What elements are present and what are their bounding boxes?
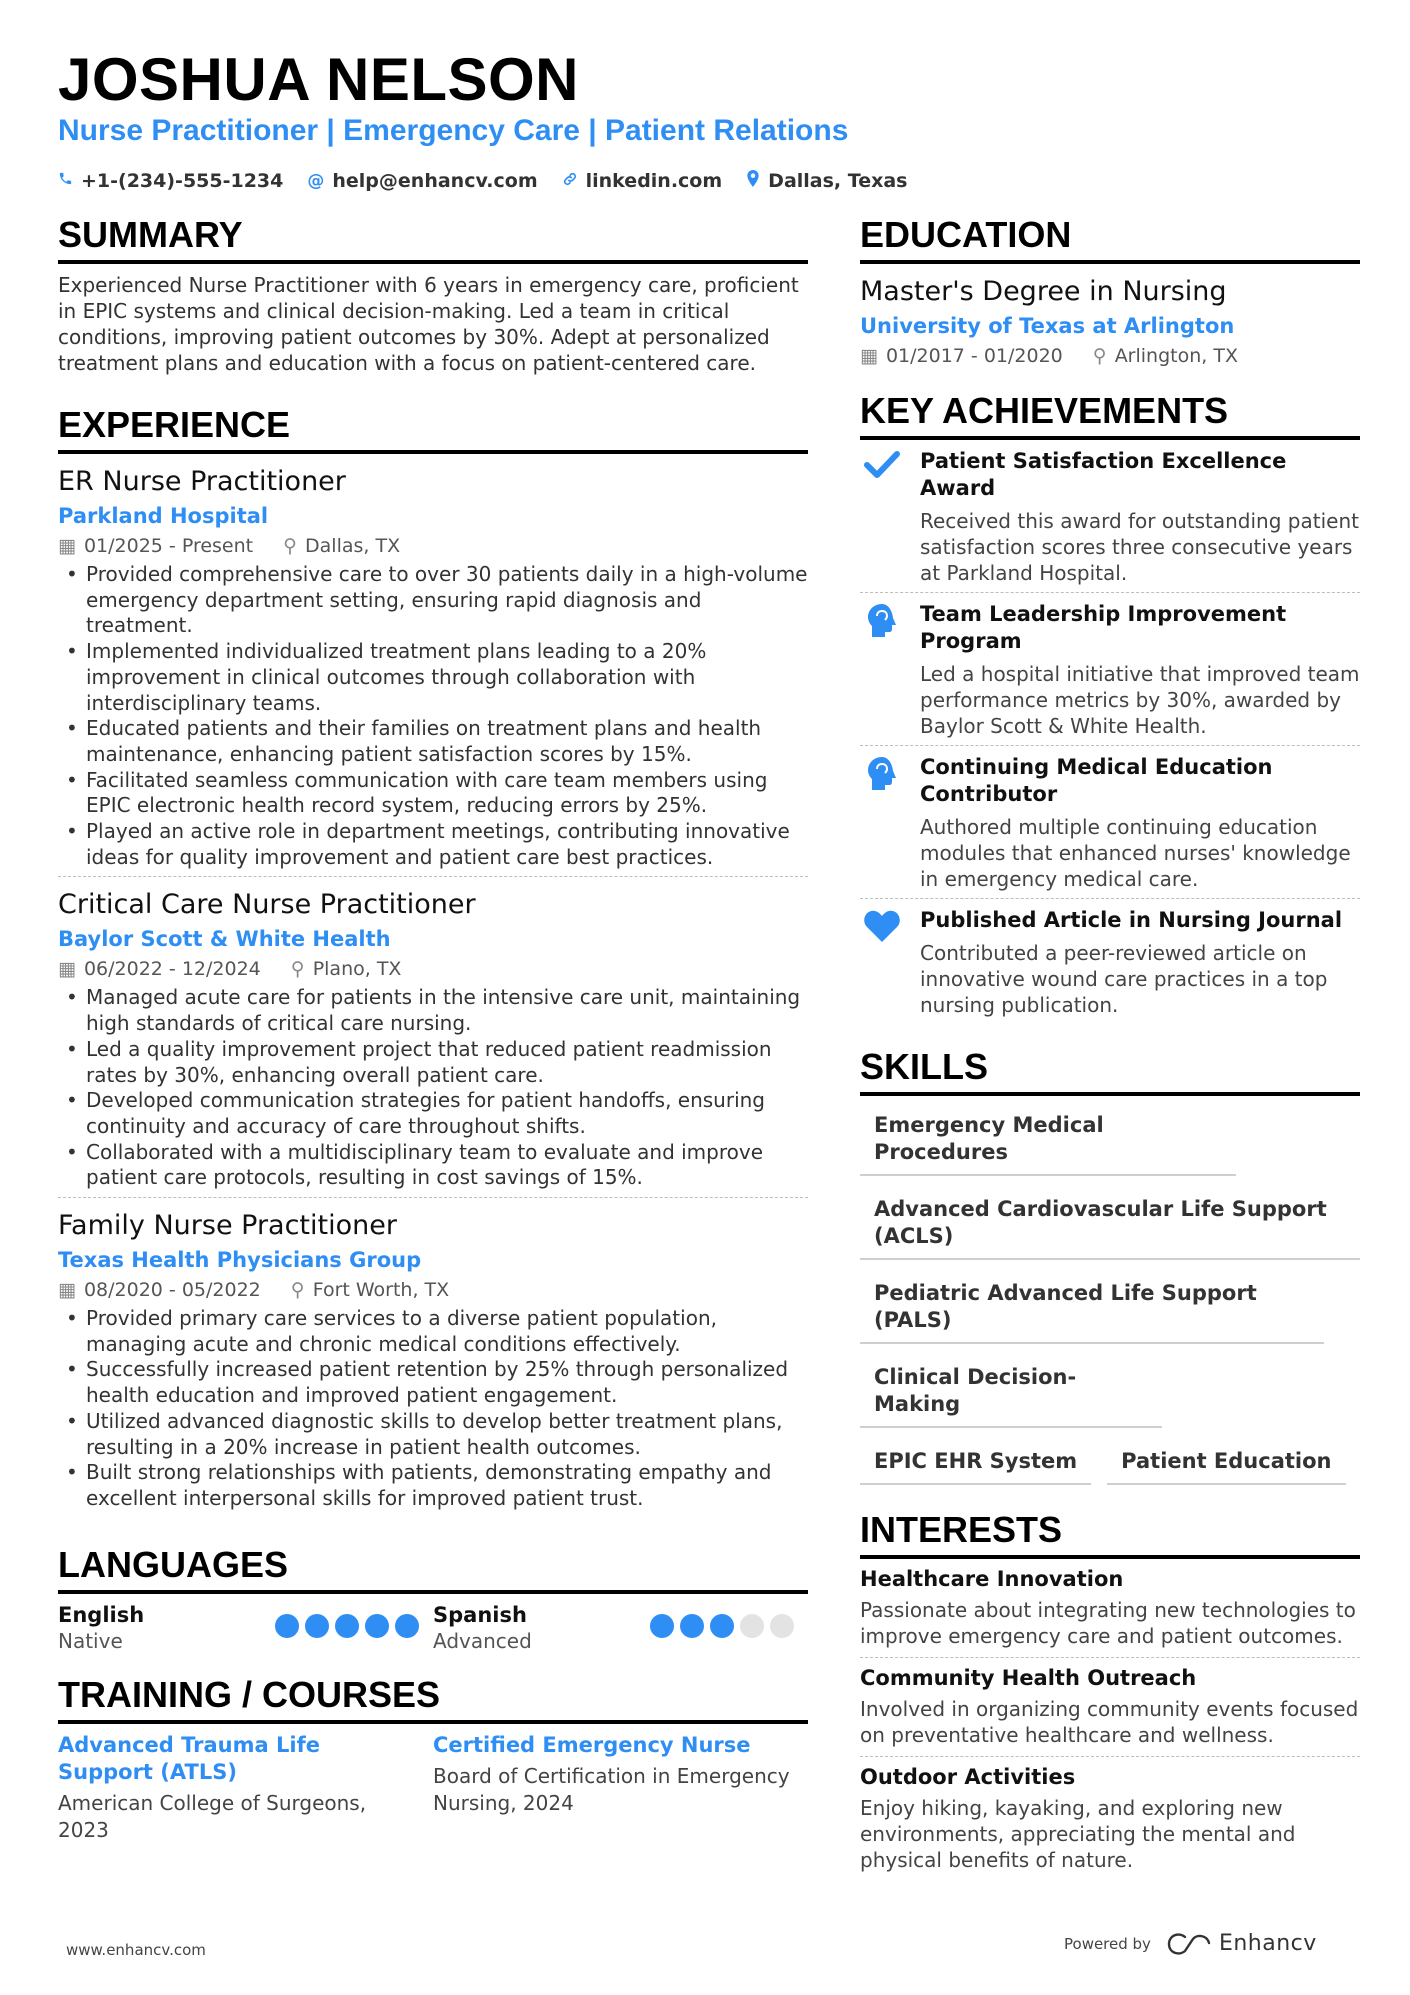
job-bullets xyxy=(58,985,808,1191)
course-item xyxy=(58,1732,433,1844)
bullet-item: • Provided primary care services to a diverse patient population, managing acute and chronic medical conditions effectively. xyxy=(58,1306,808,1357)
job-meta xyxy=(58,955,808,983)
experience-item xyxy=(58,454,808,877)
rating-dot xyxy=(650,1614,674,1638)
right-column xyxy=(860,212,1360,1881)
experience-section xyxy=(58,402,808,1518)
location-text: Dallas, Texas xyxy=(768,170,908,192)
email-text: help@enhancv.com xyxy=(332,170,538,192)
checkmark-icon xyxy=(860,448,904,586)
language-item xyxy=(433,1602,808,1654)
language-level: Native xyxy=(58,1628,123,1653)
achievements-title: KEY ACHIEVEMENTS xyxy=(860,388,1360,440)
location-pin-icon: ⚲ xyxy=(290,1279,305,1302)
rating-dot xyxy=(305,1614,329,1638)
bullet-item: • Built strong relationships with patients, demonstrating empathy and excellent interpersonal skills for improved patient trust. xyxy=(58,1460,808,1511)
bullet-item: • Collaborated with a multidisciplinary team to evaluate and improve patient care protocols, resulting in cost savings of 15%. xyxy=(58,1140,808,1191)
bullet-item: • Developed communication strategies for patient handoffs, ensuring continuity and accuracy of care throughout shifts. xyxy=(58,1088,808,1139)
bullet-item: • Managed acute care for patients in the intensive care unit, maintaining high standards of critical care nursing. xyxy=(58,985,808,1036)
job-title: Critical Care Nurse Practitioner xyxy=(58,889,476,921)
employer: Texas Health Physicians Group xyxy=(58,1248,422,1273)
interest-desc: Enjoy hiking, kayaking, and exploring new environments, appreciating the mental and physical benefits of nature. xyxy=(860,1796,1296,1872)
job-bullets xyxy=(58,562,808,870)
achievement-desc: Contributed a peer-reviewed article on innovative wound care practices in a top nursing publication. xyxy=(920,941,1328,1017)
head-brain-icon xyxy=(860,601,904,739)
achievement-item xyxy=(860,899,1360,1024)
education-meta xyxy=(860,342,1360,370)
skill-tag: Advanced Cardiovascular Life Support (ACLS) xyxy=(860,1188,1360,1260)
location-pin-icon: ⚲ xyxy=(283,535,298,557)
summary-text: Experienced Nurse Practitioner with 6 years in emergency care, proficient in EPIC systems and clinical decision-making. Led a team in critical conditions, improving patient outcomes by 30%. Adept at personalized treatment plans and education with a focus on patient-centered care. xyxy=(58,273,799,375)
bullet-item: • Provided comprehensive care to over 30 patients daily in a high-volume emergency department setting, ensuring rapid diagnosis and treatment. xyxy=(58,562,808,639)
link-icon xyxy=(562,171,578,192)
rating-dot xyxy=(710,1614,734,1638)
training-list xyxy=(58,1732,808,1844)
rating-dot xyxy=(335,1614,359,1638)
interest-item xyxy=(860,1757,1360,1881)
contact-linkedin[interactable] xyxy=(562,170,723,192)
achievement-item xyxy=(860,593,1360,746)
training-title: TRAINING / COURSES xyxy=(58,1672,808,1724)
achievement-title: Published Article in Nursing Journal xyxy=(920,908,1343,932)
rating-dot xyxy=(275,1614,299,1638)
course-title: Certified Emergency Nurse xyxy=(433,1732,751,1757)
degree: Master's Degree in Nursing xyxy=(860,276,1227,307)
contact-email[interactable] xyxy=(307,170,537,192)
interests-section xyxy=(860,1507,1360,1881)
achievement-desc: Authored multiple continuing education modules that enhanced nurses' knowledge in emergency medical care. xyxy=(920,815,1351,891)
bullet-item: • Played an active role in department meetings, contributing innovative ideas for quality improvement and patient care best practices. xyxy=(58,819,808,870)
interest-desc: Passionate about integrating new technologies to improve emergency care and patient outcomes. xyxy=(860,1598,1356,1648)
job-bullets xyxy=(58,1306,808,1512)
summary-section xyxy=(58,212,808,376)
bullet-item: • Implemented individualized treatment plans leading to a 20% improvement in clinical outcomes through collaboration with interdisciplinary teams. xyxy=(58,639,808,716)
brand-name: Enhancv xyxy=(1218,1931,1317,1956)
footer-branding xyxy=(1064,1931,1317,1956)
achievements-section xyxy=(860,388,1360,1024)
skill-tag: Patient Education xyxy=(1107,1440,1345,1485)
interest-item xyxy=(860,1559,1360,1658)
contact-location xyxy=(746,170,907,192)
language-name: Spanish xyxy=(433,1602,527,1627)
languages-section xyxy=(58,1542,808,1654)
rating-dot xyxy=(365,1614,389,1638)
calendar-icon: ▦ xyxy=(58,958,76,981)
job-location: ⚲ Fort Worth, TX xyxy=(290,1279,450,1302)
rating-dot xyxy=(680,1614,704,1638)
job-meta xyxy=(58,532,808,560)
employer: Parkland Hospital xyxy=(58,504,269,528)
achievement-item xyxy=(860,440,1360,593)
phone-text: +1-(234)-555-1234 xyxy=(81,170,284,192)
training-section xyxy=(58,1672,808,1844)
achievement-desc: Led a hospital initiative that improved team performance metrics by 30%, awarded by Baylor Scott & White Health. xyxy=(920,662,1360,738)
education-location: ⚲ Arlington, TX xyxy=(1092,345,1238,367)
achievement-title: Patient Satisfaction Excellence Award xyxy=(920,449,1287,500)
candidate-name: JOSHUA NELSON xyxy=(58,46,580,113)
summary-title: SUMMARY xyxy=(58,212,808,264)
job-title: ER Nurse Practitioner xyxy=(58,466,346,497)
interest-title: Community Health Outreach xyxy=(860,1666,1197,1690)
phone-icon xyxy=(58,171,73,191)
languages-title: LANGUAGES xyxy=(58,1542,808,1594)
job-dates: ▦ 01/2025 - Present xyxy=(58,535,254,557)
course-desc: Board of Certification in Emergency Nursing, 2024 xyxy=(433,1763,790,1815)
rating-dot xyxy=(770,1614,794,1638)
education-dates: ▦ 01/2017 - 01/2020 xyxy=(860,345,1063,367)
education-title: EDUCATION xyxy=(860,212,1360,264)
bullet-item: • Successfully increased patient retention by 25% through personalized health education and improved patient engagement. xyxy=(58,1357,808,1408)
bullet-item: • Facilitated seamless communication with care team members using EPIC electronic health record system, reducing errors by 25%. xyxy=(58,768,808,819)
enhancv-logo[interactable] xyxy=(1167,1931,1317,1956)
interest-item xyxy=(860,1658,1360,1757)
location-pin-icon: ⚲ xyxy=(1092,345,1107,367)
job-title: Family Nurse Practitioner xyxy=(58,1210,397,1242)
job-location: ⚲ Dallas, TX xyxy=(283,535,401,557)
skill-tag: Emergency Medical Procedures xyxy=(860,1104,1236,1176)
location-pin-icon: ⚲ xyxy=(290,958,305,981)
course-title: Advanced Trauma Life Support (ATLS) xyxy=(58,1732,320,1784)
rating-dot xyxy=(395,1614,419,1638)
skills-list xyxy=(860,1104,1360,1497)
bullet-item: • Led a quality improvement project that reduced patient readmission rates by 30%, enhancing overall patient care. xyxy=(58,1037,808,1088)
achievement-item xyxy=(860,746,1360,899)
contact-bar xyxy=(58,170,907,192)
head-brain-icon xyxy=(860,754,904,892)
languages-list xyxy=(58,1602,808,1654)
job-meta xyxy=(58,1276,808,1304)
bullet-item: • Educated patients and their families on treatment plans and health maintenance, enhancing patient satisfaction scores by 15%. xyxy=(58,716,808,767)
experience-item xyxy=(58,877,808,1198)
course-desc: American College of Surgeons, 2023 xyxy=(58,1790,367,1842)
calendar-icon: ▦ xyxy=(58,535,76,557)
achievement-title: Team Leadership Improvement Program xyxy=(920,602,1287,653)
language-rating xyxy=(275,1614,419,1654)
language-name: English xyxy=(58,1602,145,1627)
language-item xyxy=(58,1602,433,1654)
heart-icon xyxy=(860,907,904,1018)
language-level: Advanced xyxy=(433,1628,532,1653)
headline: Nurse Practitioner | Emergency Care | Patient Relations xyxy=(58,114,849,147)
interest-desc: Involved in organizing community events focused on preventative healthcare and wellness. xyxy=(860,1697,1359,1747)
skills-title: SKILLS xyxy=(860,1044,1360,1096)
left-column xyxy=(58,212,808,1844)
calendar-icon: ▦ xyxy=(860,345,878,367)
education-section xyxy=(860,212,1360,370)
enhancv-logo-icon xyxy=(1167,1933,1211,1955)
job-dates: ▦ 08/2020 - 05/2022 xyxy=(58,1279,261,1302)
rating-dot xyxy=(740,1614,764,1638)
linkedin-text: linkedin.com xyxy=(585,170,723,192)
calendar-icon: ▦ xyxy=(58,1279,76,1302)
powered-by-label: Powered by xyxy=(1064,1934,1151,1953)
experience-title: EXPERIENCE xyxy=(58,402,808,454)
skill-tag: Clinical Decision-Making xyxy=(860,1356,1162,1428)
achievement-title: Continuing Medical Education Contributor xyxy=(920,755,1273,806)
interests-title: INTERESTS xyxy=(860,1507,1360,1559)
skill-tag: EPIC EHR System xyxy=(860,1440,1091,1485)
footer-website[interactable]: www.enhancv.com xyxy=(66,1941,206,1959)
at-icon: @ xyxy=(307,171,325,191)
employer: Baylor Scott & White Health xyxy=(58,927,391,952)
contact-phone[interactable] xyxy=(58,170,283,192)
language-rating xyxy=(650,1614,794,1654)
achievement-desc: Received this award for outstanding patient satisfaction scores three consecutive years at Parkland Hospital. xyxy=(920,509,1359,585)
experience-item xyxy=(58,1198,808,1518)
school: University of Texas at Arlington xyxy=(860,314,1235,338)
skill-tag: Pediatric Advanced Life Support (PALS) xyxy=(860,1272,1324,1344)
course-item xyxy=(433,1732,808,1844)
job-dates: ▦ 06/2022 - 12/2024 xyxy=(58,958,261,981)
location-pin-icon xyxy=(746,170,760,192)
bullet-item: • Utilized advanced diagnostic skills to develop better treatment plans, resulting in a 20% increase in patient health outcomes. xyxy=(58,1409,808,1460)
interest-title: Healthcare Innovation xyxy=(860,1567,1124,1591)
interest-title: Outdoor Activities xyxy=(860,1765,1076,1789)
job-location: ⚲ Plano, TX xyxy=(290,958,402,981)
skills-section xyxy=(860,1044,1360,1497)
